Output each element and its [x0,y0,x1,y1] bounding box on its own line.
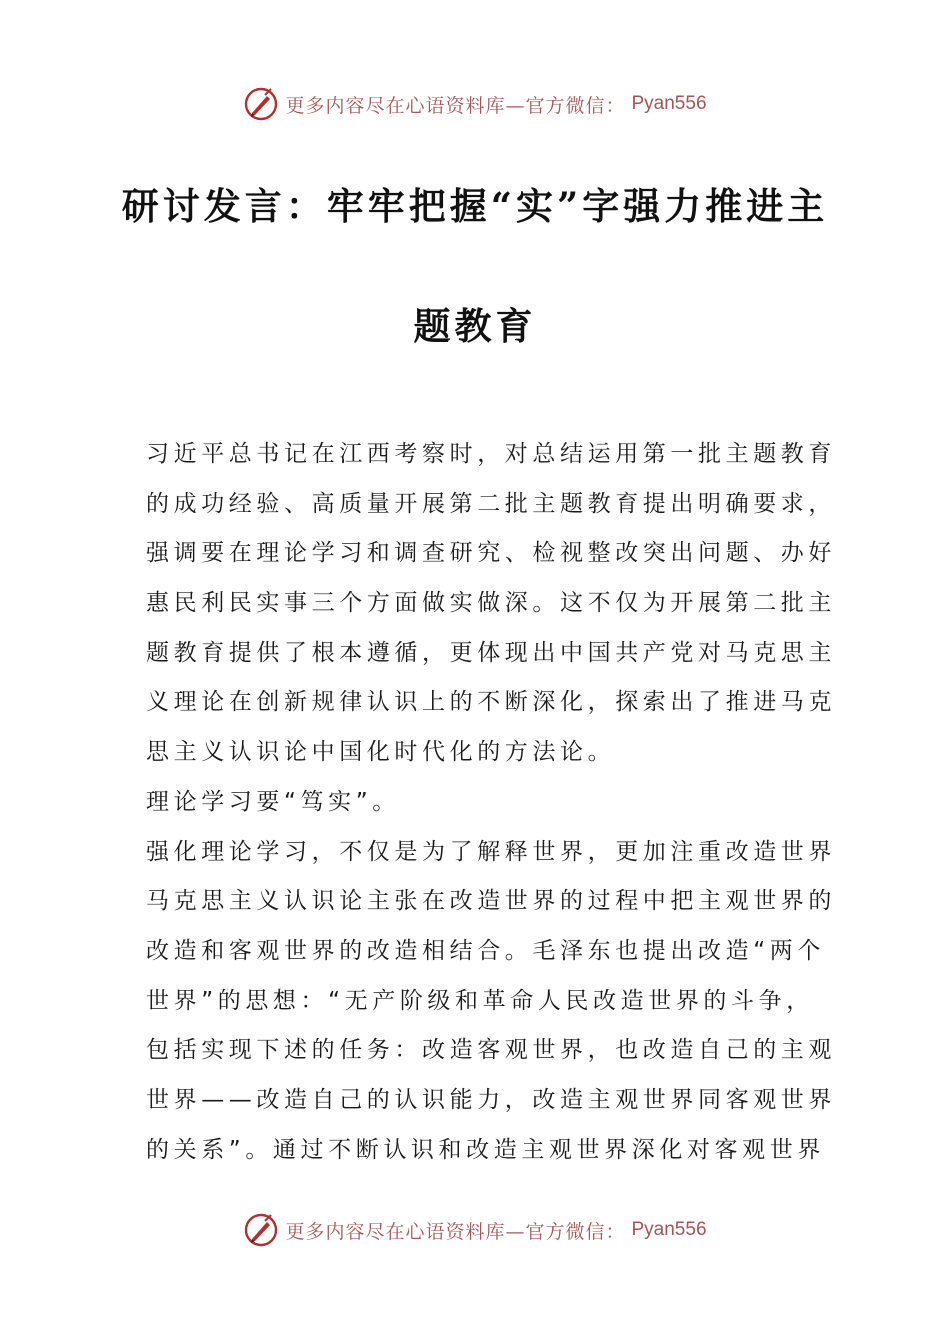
footer-watermark [0,1210,950,1250]
body-line: 强调要在理论学习和调查研究、检视整改突出问题、办好 [146,540,836,567]
document-title-line-2: 题教育 [413,304,537,348]
body-line: 惠民利民实事三个方面做实做深。这不仅为开展第二批主 [146,590,836,617]
document-title-line-1: 研讨发言：牢牢把握“实”字强力推进主 [121,184,829,228]
body-line: 习近平总书记在江西考察时，对总结运用第一批主题教育 [146,441,836,467]
watermark-text: 更多内容尽在心语资料库—官方微信： [285,1220,626,1243]
document-body [146,430,836,1175]
body-line: 改造和客观世界的改造相结合。毛泽东也提出改造“两个 [146,937,825,964]
pen-logo-icon [243,86,279,122]
watermark-wechat-id: Pyan556 [631,1219,707,1240]
body-line: 题教育提供了根本遵循，更体现出中国共产党对马克思主 [146,639,836,666]
body-line: 世界”的思想：“无产阶级和革命人民改造世界的斗争， [146,987,814,1014]
body-line: 强化理论学习，不仅是为了解释世界，更加注重改造世界 [146,838,836,865]
body-line: 义理论在创新规律认识上的不断深化，探索出了推进马克 [146,689,836,716]
body-line: 的关系”。通过不断认识和改造主观世界深化对客观世界 [146,1136,825,1163]
body-line: 马克思主义认识论主张在改造世界的过程中把主观世界的 [146,888,836,915]
pen-logo-icon [243,1212,279,1248]
watermark-wechat-id: Pyan556 [631,93,707,114]
header-watermark [0,84,950,124]
body-line: 的成功经验、高质量开展第二批主题教育提出明确要求， [146,490,836,517]
body-line: 世界——改造自己的认识能力，改造主观世界同客观世界 [146,1086,836,1113]
body-line: 包括实现下述的任务：改造客观世界，也改造自己的主观 [146,1037,836,1064]
body-line: 思主义认识论中国化时代化的方法论。 [146,739,616,766]
section-heading: 理论学习要“笃实”。 [146,788,400,815]
watermark-text: 更多内容尽在心语资料库—官方微信： [285,94,626,117]
